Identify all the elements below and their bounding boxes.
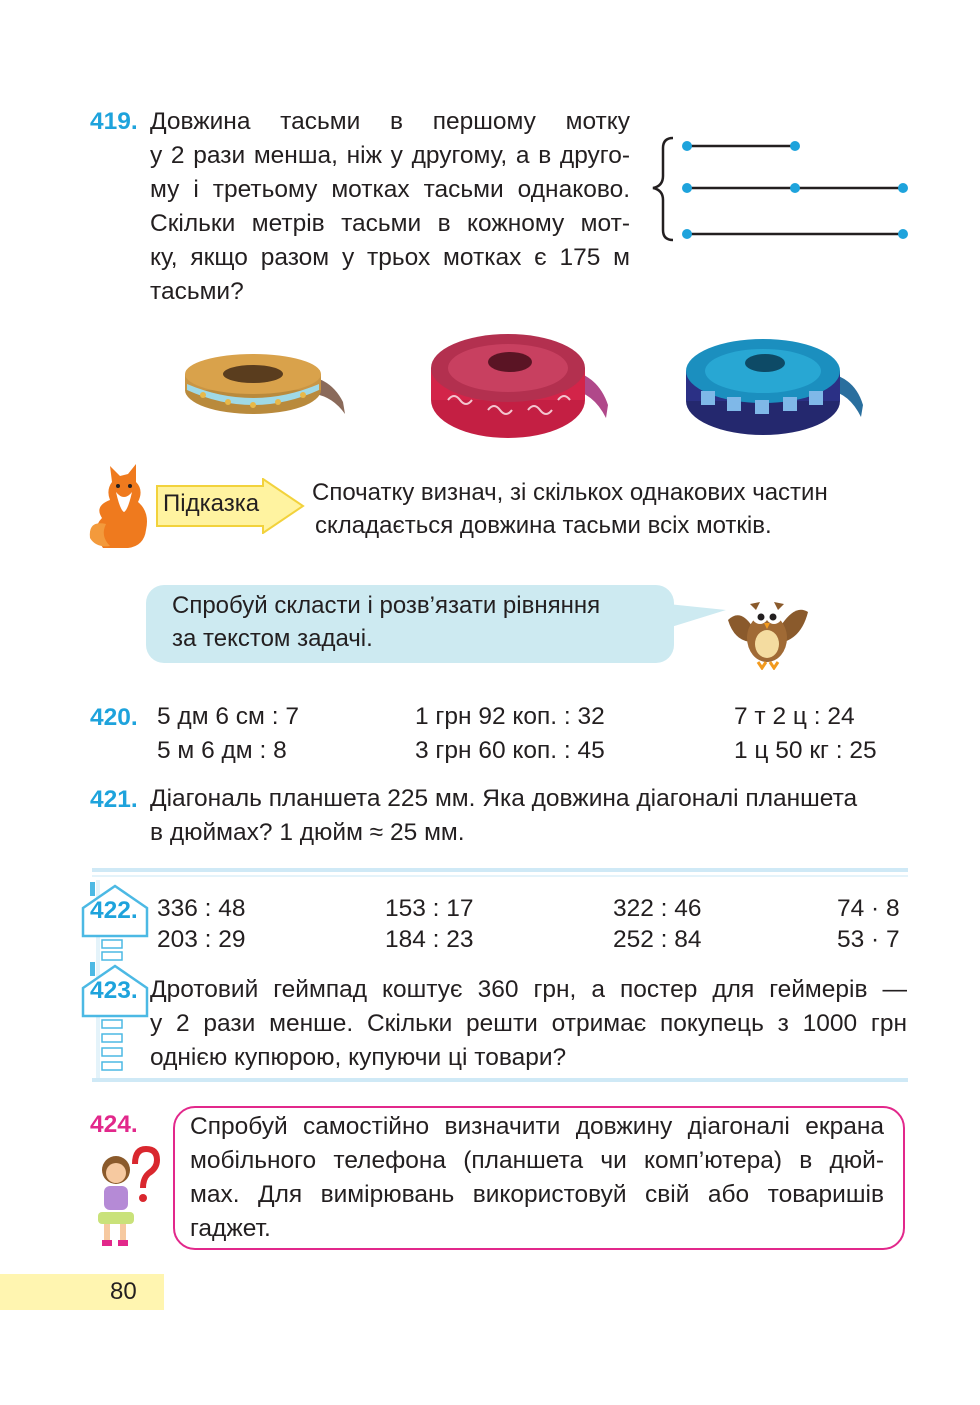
page-number: 80 xyxy=(110,1278,137,1305)
problem-419-number: 419. xyxy=(90,108,138,135)
text-line: складається довжина тасьми всіх мотків. xyxy=(315,512,772,539)
problem-420-number: 420. xyxy=(90,704,138,731)
text-line: гаджет. xyxy=(190,1215,271,1242)
p420-cell: 5 м 6 дм : 8 xyxy=(157,737,287,764)
hint-label: Підказка xyxy=(163,490,260,517)
p420-cell: 1 грн 92 коп. : 32 xyxy=(415,703,605,730)
text-line: тасьми? xyxy=(150,278,244,305)
homework-band-bottom xyxy=(92,1078,908,1082)
p422-cell: 184 : 23 xyxy=(385,926,474,953)
owl-icon xyxy=(720,590,815,670)
p422-cell: 252 : 84 xyxy=(613,926,702,953)
owl-bubble-text xyxy=(172,589,600,655)
text-line: однією купюрою, купуючи ці товари? xyxy=(150,1044,567,1071)
problem-424-text xyxy=(190,1110,884,1246)
segment-diagram xyxy=(645,130,915,250)
p422-cell: 53 · 7 xyxy=(837,926,900,953)
hint-text xyxy=(312,476,828,542)
text-line: му і третьому мотках тасьми однаково. xyxy=(150,176,630,203)
problem-423-number: 423. xyxy=(90,977,138,1004)
tape-roll-blue xyxy=(683,333,868,438)
text-line: Спробуй скласти і розв’язати рівняння xyxy=(172,592,601,619)
text-line: мах. Для вимірювань використовуй свій або товаришів xyxy=(190,1181,884,1208)
homework-band-top xyxy=(92,868,908,872)
p422-cell: 74 · 8 xyxy=(837,895,900,922)
tape-roll-brown xyxy=(183,352,353,422)
tape-roll-red xyxy=(428,330,613,440)
p420-cell: 1 ц 50 кг : 25 xyxy=(734,737,877,764)
problem-423-text xyxy=(150,973,907,1075)
text-line: Скільки метрів тасьми в кожному мот- xyxy=(150,210,630,237)
text-line: мобільного телефона (планшета чи комп’ютера) в дюй- xyxy=(190,1147,884,1174)
page-number-bar xyxy=(0,1274,164,1310)
text-line: Діагональ планшета 225 мм. Яка довжина діагоналі планшета xyxy=(150,785,858,812)
p420-cell: 3 грн 60 коп. : 45 xyxy=(415,737,605,764)
text-line: за текстом задачі. xyxy=(172,625,373,652)
homework-band-top-2 xyxy=(92,875,908,877)
text-line: ку, якщо разом у трьох мотках є 175 м xyxy=(150,244,630,271)
problem-419-text xyxy=(150,105,630,309)
text-line: Дротовий геймпад коштує 360 грн, а постер для геймерів — xyxy=(150,976,907,1003)
text-line: Спробуй самостійно визначити довжину діагоналі екрана xyxy=(190,1113,884,1140)
speech-tail xyxy=(668,602,728,632)
text-line: у 2 рази менше. Скільки решти отримає покупець з 1000 грн xyxy=(150,1010,907,1037)
fox-icon xyxy=(88,460,158,550)
p420-cell: 5 дм 6 см : 7 xyxy=(157,703,299,730)
p422-cell: 203 : 29 xyxy=(157,926,246,953)
girl-question-icon xyxy=(88,1140,163,1248)
problem-424-number: 424. xyxy=(90,1111,138,1138)
problem-421-text xyxy=(150,782,857,850)
p420-cell: 7 т 2 ц : 24 xyxy=(734,703,855,730)
p422-cell: 322 : 46 xyxy=(613,895,702,922)
p422-cell: 336 : 48 xyxy=(157,895,246,922)
text-line: Довжина тасьми в першому мотку xyxy=(150,108,630,135)
text-line: у 2 рази менша, ніж у другому, а в друго- xyxy=(150,142,630,169)
text-line: в дюймах? 1 дюйм ≈ 25 мм. xyxy=(150,819,465,846)
problem-422-number: 422. xyxy=(90,897,138,924)
p422-cell: 153 : 17 xyxy=(385,895,474,922)
text-line: Спочатку визнач, зі скількох однакових частин xyxy=(312,479,828,506)
problem-421-number: 421. xyxy=(90,786,138,813)
